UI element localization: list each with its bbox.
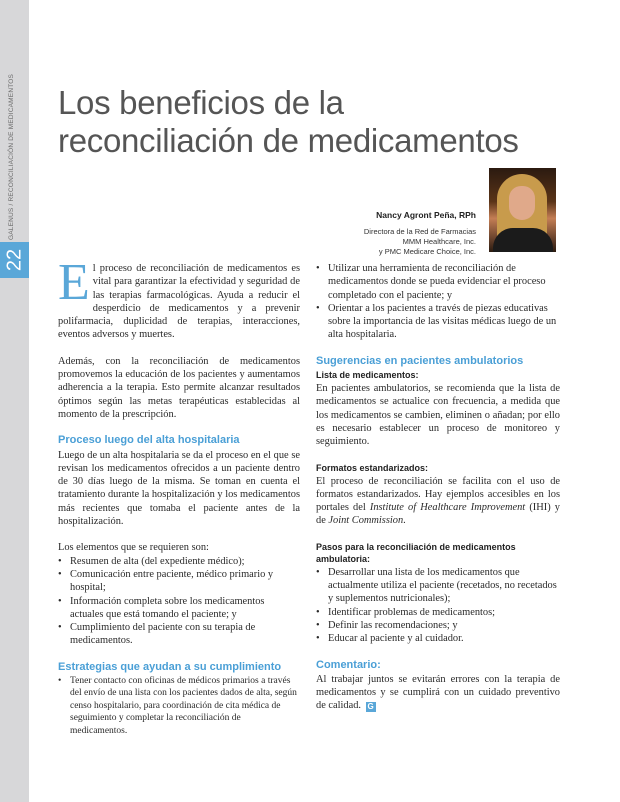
author-role-3: y PMC Medicare Choice, Inc. xyxy=(378,247,476,256)
author-name: Nancy Agront Peña, RPh xyxy=(376,210,476,220)
list-item: • Desarrollar una lista de los medicamentos que actualmente utiliza el paciente (recetados, no recetados y suplementos nutricionales); xyxy=(316,566,560,606)
page-number: 22 xyxy=(3,248,26,272)
author-photo xyxy=(489,168,556,252)
strategies-list xyxy=(58,675,300,737)
list-item: • Cumplimiento del paciente con su terapia de medicamentos. xyxy=(58,621,300,648)
section-heading-ambulatorios: Sugerencias en pacientes ambulatorios xyxy=(316,354,524,367)
intro-paragraph: El proceso de reconciliación de medicamentos es vital para garantizar la efectividad y seguridad de las terapias farmacológicas. Ayuda a reducir el desperdicio de medicamentos y a prevenir polifarmacia, duplicidad de terapias, interacciones, eventos adversos y muertes. xyxy=(58,254,300,341)
paragraph-2: Además, con la reconciliación de medicamentos promovemos la educación de los pacientes y aumentamos adherencia a la terapia. Esto permite alcanzar resultados óptimos según las metas terapéuticas establecidas al momento de la prescripción. xyxy=(58,355,300,420)
list-item: • Educar al paciente y al cuidador. xyxy=(316,632,560,645)
lista-text: En pacientes ambulatorios, se recomienda que la lista de medicamentos se actualice con frecuencia, a medida que los medicamentos se cambien, eliminen o añadan; por ello es necesario establecer un proceso de monitoreo y seguimiento. xyxy=(316,383,560,448)
author-role-2: MMM Healthcare, Inc. xyxy=(402,237,476,246)
formatos-text: El proceso de reconciliación se facilita con el uso de formatos estandarizados. Hay ejemplos accesibles en los portales del Institute of Healthcare Improvement (IHI) y de Joint Commission. xyxy=(316,475,560,527)
section-alta-text: Luego de un alta hospitalaria se da el proceso en el que se revisan los medicamentos ofrecidos a un paciente dentro de 30 días luego de la misma. Se toman en cuenta el tratamiento durante la hospitalización y los medicamentos más recientes que tomaba el paciente antes de la hospitalización. xyxy=(58,449,300,528)
steps-list xyxy=(316,566,560,646)
drop-cap: E xyxy=(58,254,90,311)
author-block xyxy=(320,210,476,257)
list-item: • Orientar a los pacientes a través de piezas educativas sobre la importancia de las visitas médicas luego de un alta hospitalaria. xyxy=(316,302,560,342)
section-heading-estrategias: Estrategias que ayudan a su cumplimiento xyxy=(58,660,282,673)
list-item: • Resumen de alta (del expediente médico); xyxy=(58,555,300,568)
end-mark-icon: G xyxy=(367,702,374,712)
elements-intro: Los elementos que se requieren son: xyxy=(58,542,209,554)
author-role-1: Directora de la Red de Farmacias xyxy=(363,227,476,236)
list-item: • Comunicación entre paciente, médico primario y hospital; xyxy=(58,568,300,595)
comment-text: Al trabajar juntos se evitarán errores con la terapia de medicamentos y se cumplirá con un cuidado preventivo de calidad. G xyxy=(316,673,560,712)
subheading-pasos: Pasos para la reconciliación de medicamentos ambulatoria: xyxy=(316,541,516,564)
list-item: • Identificar problemas de medicamentos; xyxy=(316,606,560,619)
title-line-1: Los beneficios de la xyxy=(58,84,344,121)
page-title xyxy=(58,84,578,160)
strategies-list-cont xyxy=(316,262,560,342)
list-item: • Información completa sobre los medicamentos actuales que está tomando el paciente; y xyxy=(58,595,300,622)
left-column xyxy=(58,254,300,737)
subheading-lista: Lista de medicamentos: xyxy=(316,370,419,381)
title-line-2: reconciliación de medicamentos xyxy=(58,122,519,159)
elements-list xyxy=(58,555,300,648)
section-heading-alta: Proceso luego del alta hospitalaria xyxy=(58,434,240,447)
list-item: • Tener contacto con oficinas de médicos primarios a través del envío de una lista con los pacientes dados de alta, según censo hospitalario, para coordinación de cita médica de seguimiento y completar la reconciliación de medicamentos. xyxy=(58,675,300,737)
list-item: • Utilizar una herramienta de reconciliación de medicamentos donde se pueda evidenciar el proceso completado con el paciente; y xyxy=(316,262,560,302)
list-item: • Definir las recomendaciones; y xyxy=(316,619,560,632)
section-heading-comentario: Comentario: xyxy=(316,658,381,671)
right-column xyxy=(316,262,560,713)
page-number-tab xyxy=(0,242,29,278)
subheading-formatos: Formatos estandarizados: xyxy=(316,462,429,473)
